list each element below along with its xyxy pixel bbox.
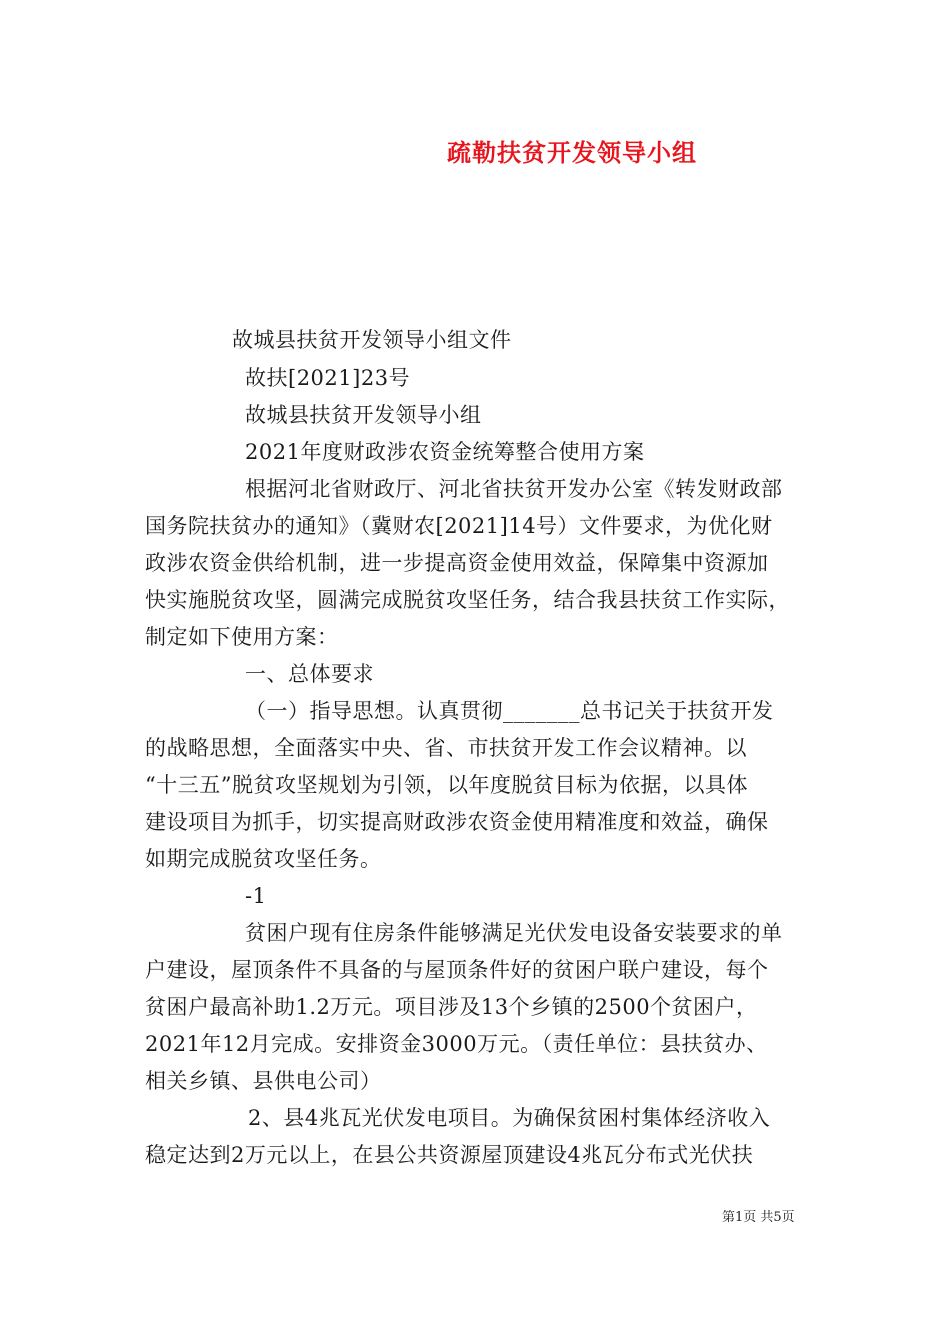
body-line: 相关乡镇、县供电公司） [145,1069,382,1093]
issuer: 故城县扶贫开发领导小组 [245,403,482,427]
body-line: “十三五”脱贫攻坚规划为引领，以年度脱贫目标为依据，以具体 [145,773,748,797]
doc-header: 故城县扶贫开发领导小组文件 [232,328,512,352]
body-line: 稳定达到2万元以上，在县公共资源屋顶建设4兆瓦分布式光伏扶 [145,1143,754,1167]
body-line: 政涉农资金供给机制，进一步提高资金使用效益，保障集中资源加 [145,551,769,575]
body-line: 2021年12月完成。安排资金3000万元。（责任单位：县扶贫办、 [145,1032,768,1056]
doc-number: 故扶[2021]23号 [245,366,411,390]
page-footer: 第1页 共5页 [722,1210,795,1225]
body-line: 如期完成脱贫攻坚任务。 [145,847,382,871]
page-title: 疏勒扶贫开发领导小组 [447,139,697,167]
body-line: 户建设，屋顶条件不具备的与屋顶条件好的贫困户联户建设，每个 [145,958,769,982]
body-line: 建设项目为抓手，切实提高财政涉农资金使用精准度和效益，确保 [145,810,769,834]
body-line: （一）指导思想。认真贯彻_______总书记关于扶贫开发 [245,699,774,723]
body-line: 贫困户最高补助1.2万元。项目涉及13个乡镇的2500个贫困户， [145,995,758,1019]
body-line: 国务院扶贫办的通知》（冀财农[2021]14号）文件要求，为优化财 [145,514,773,538]
body-line: 根据河北省财政厅、河北省扶贫开发办公室《转发财政部 [245,477,783,501]
body-line: 快实施脱贫攻坚，圆满完成脱贫攻坚任务，结合我县扶贫工作实际， [145,588,790,612]
item-marker: -1 [245,884,267,908]
section-heading: 一、总体要求 [245,662,374,686]
body-line: 2、县4兆瓦光伏发电项目。为确保贫困村集体经济收入 [248,1106,771,1130]
doc-subject: 2021年度财政涉农资金统筹整合使用方案 [245,440,645,464]
body-line: 贫困户现有住房条件能够满足光伏发电设备安装要求的单 [245,921,783,945]
body-line: 制定如下使用方案： [145,625,339,649]
body-line: 的战略思想，全面落实中央、省、市扶贫开发工作会议精神。以 [145,736,747,760]
